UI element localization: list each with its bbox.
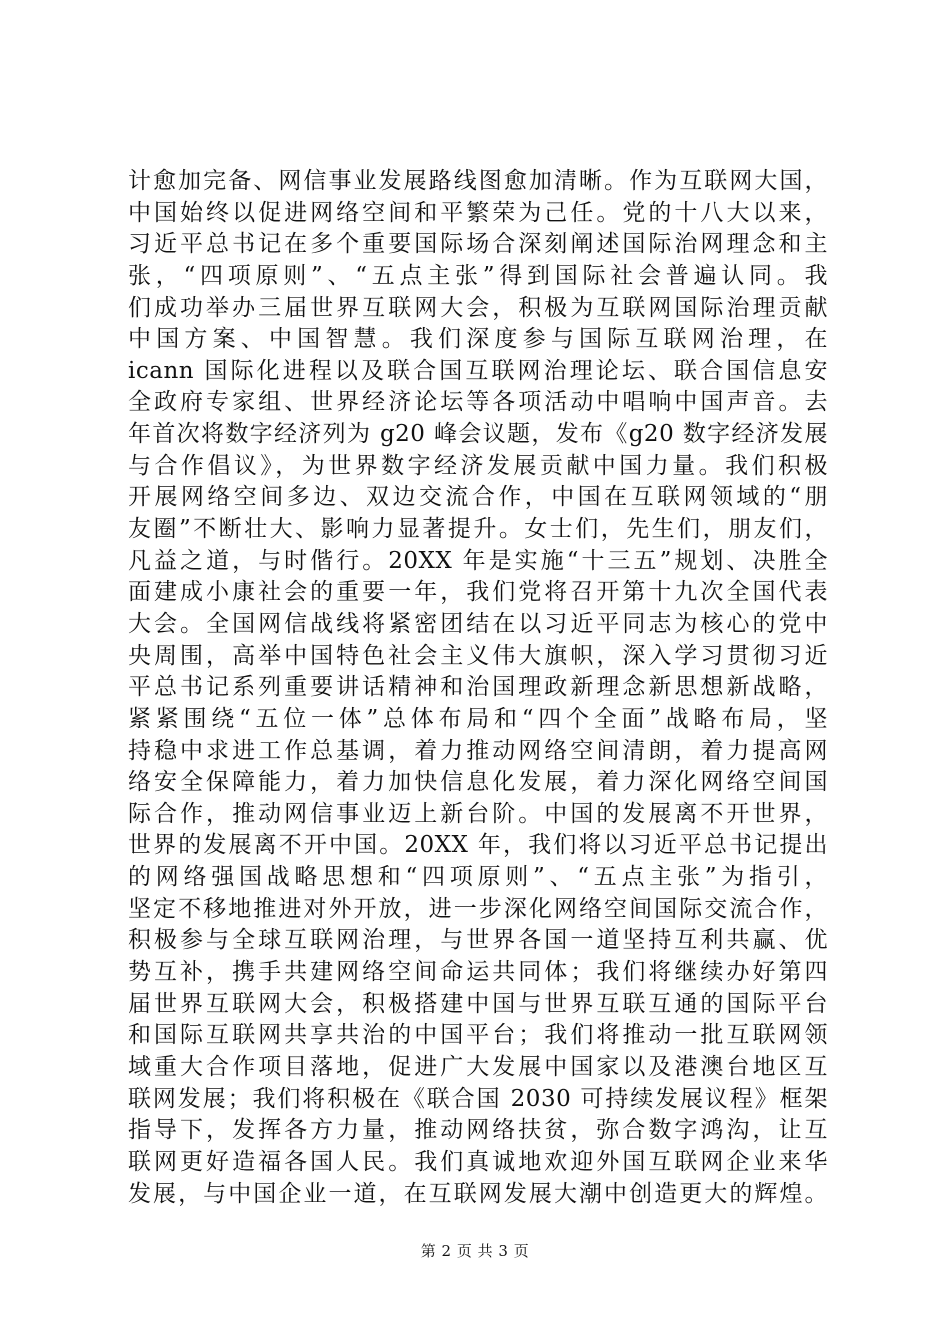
text-line: icann 国际化进程以及联合国互联网治理论坛、联合国信息安: [128, 357, 828, 384]
text-line: 面建成小康社会的重要一年，我们党将召开第十九次全国代表: [128, 579, 828, 606]
text-line: 中国始终以促进网络空间和平繁荣为己任。党的十八大以来，: [128, 199, 828, 226]
text-line: 年首次将数字经济列为 g20 峰会议题，发布《g20 数字经济发展: [128, 421, 828, 448]
text-line: 中国方案、中国智慧。我们深度参与国际互联网治理，在: [128, 326, 828, 353]
text-line: 计愈加完备、网信事业发展路线图愈加清晰。作为互联网大国，: [128, 168, 828, 194]
page-footer: 第 2 页 共 3 页: [420, 1242, 530, 1260]
text-line: 央周围，高举中国特色社会主义伟大旗帜，深入学习贯彻习近: [128, 642, 828, 669]
text-line: 与合作倡议》，为世界数字经济发展贡献中国力量。我们积极: [128, 452, 828, 479]
text-line: 势互补，携手共建网络空间命运共同体；我们将继续办好第四: [128, 959, 828, 986]
text-line: 习近平总书记在多个重要国际场合深刻阐述国际治网理念和主: [128, 231, 828, 258]
text-line: 届世界互联网大会，积极搭建中国与世界互联互通的国际平台: [128, 990, 828, 1017]
text-line: 指导下，发挥各方力量，推动网络扶贫，弥合数字鸿沟，让互: [128, 1117, 828, 1144]
text-line: 凡益之道，与时偕行。20XX 年是实施“十三五”规划、决胜全: [128, 547, 828, 574]
text-line: 开展网络空间多边、双边交流合作，中国在互联网领域的“朋: [128, 484, 828, 511]
text-line: 坚定不移地推进对外开放，进一步深化网络空间国际交流合作，: [128, 895, 828, 922]
text-line: 联网发展；我们将积极在《联合国 2030 可持续发展议程》框架: [128, 1085, 828, 1112]
text-line: 张，“四项原则”、“五点主张”得到国际社会普遍认同。我: [128, 262, 828, 289]
text-line: 发展，与中国企业一道，在互联网发展大潮中创造更大的辉煌。: [128, 1180, 828, 1207]
text-line: 全政府专家组、世界经济论坛等各项活动中唱响中国声音。去: [128, 389, 828, 416]
text-line: 际合作，推动网信事业迈上新台阶。中国的发展离不开世界，: [128, 800, 828, 827]
text-line: 积极参与全球互联网治理，与世界各国一道坚持互利共赢、优: [128, 927, 828, 954]
text-line: 的网络强国战略思想和“四项原则”、“五点主张”为指引，: [128, 864, 828, 891]
text-line: 们成功举办三届世界互联网大会，积极为互联网国际治理贡献: [128, 294, 828, 321]
text-line: 友圈”不断壮大、影响力显著提升。女士们，先生们，朋友们，: [128, 516, 828, 543]
text-line: 联网更好造福各国人民。我们真诚地欢迎外国互联网企业来华: [128, 1148, 828, 1175]
text-line: 紧紧围绕“五位一体”总体布局和“四个全面”战略布局，坚: [128, 705, 828, 732]
text-line: 持稳中求进工作总基调，着力推动网络空间清朗，着力提高网: [128, 737, 828, 764]
text-line: 大会。全国网信战线将紧密团结在以习近平同志为核心的党中: [128, 610, 828, 637]
text-line: 域重大合作项目落地，促进广大发展中国家以及港澳台地区互: [128, 1053, 828, 1080]
body-text: [128, 166, 828, 1210]
text-line: 世界的发展离不开中国。20XX 年，我们将以习近平总书记提出: [128, 832, 828, 859]
text-line: 络安全保障能力，着力加快信息化发展，着力深化网络空间国: [128, 769, 828, 796]
text-line: 平总书记系列重要讲话精神和治国理政新理念新思想新战略，: [128, 674, 828, 701]
text-line: 和国际互联网共享共治的中国平台；我们将推动一批互联网领: [128, 1022, 828, 1049]
